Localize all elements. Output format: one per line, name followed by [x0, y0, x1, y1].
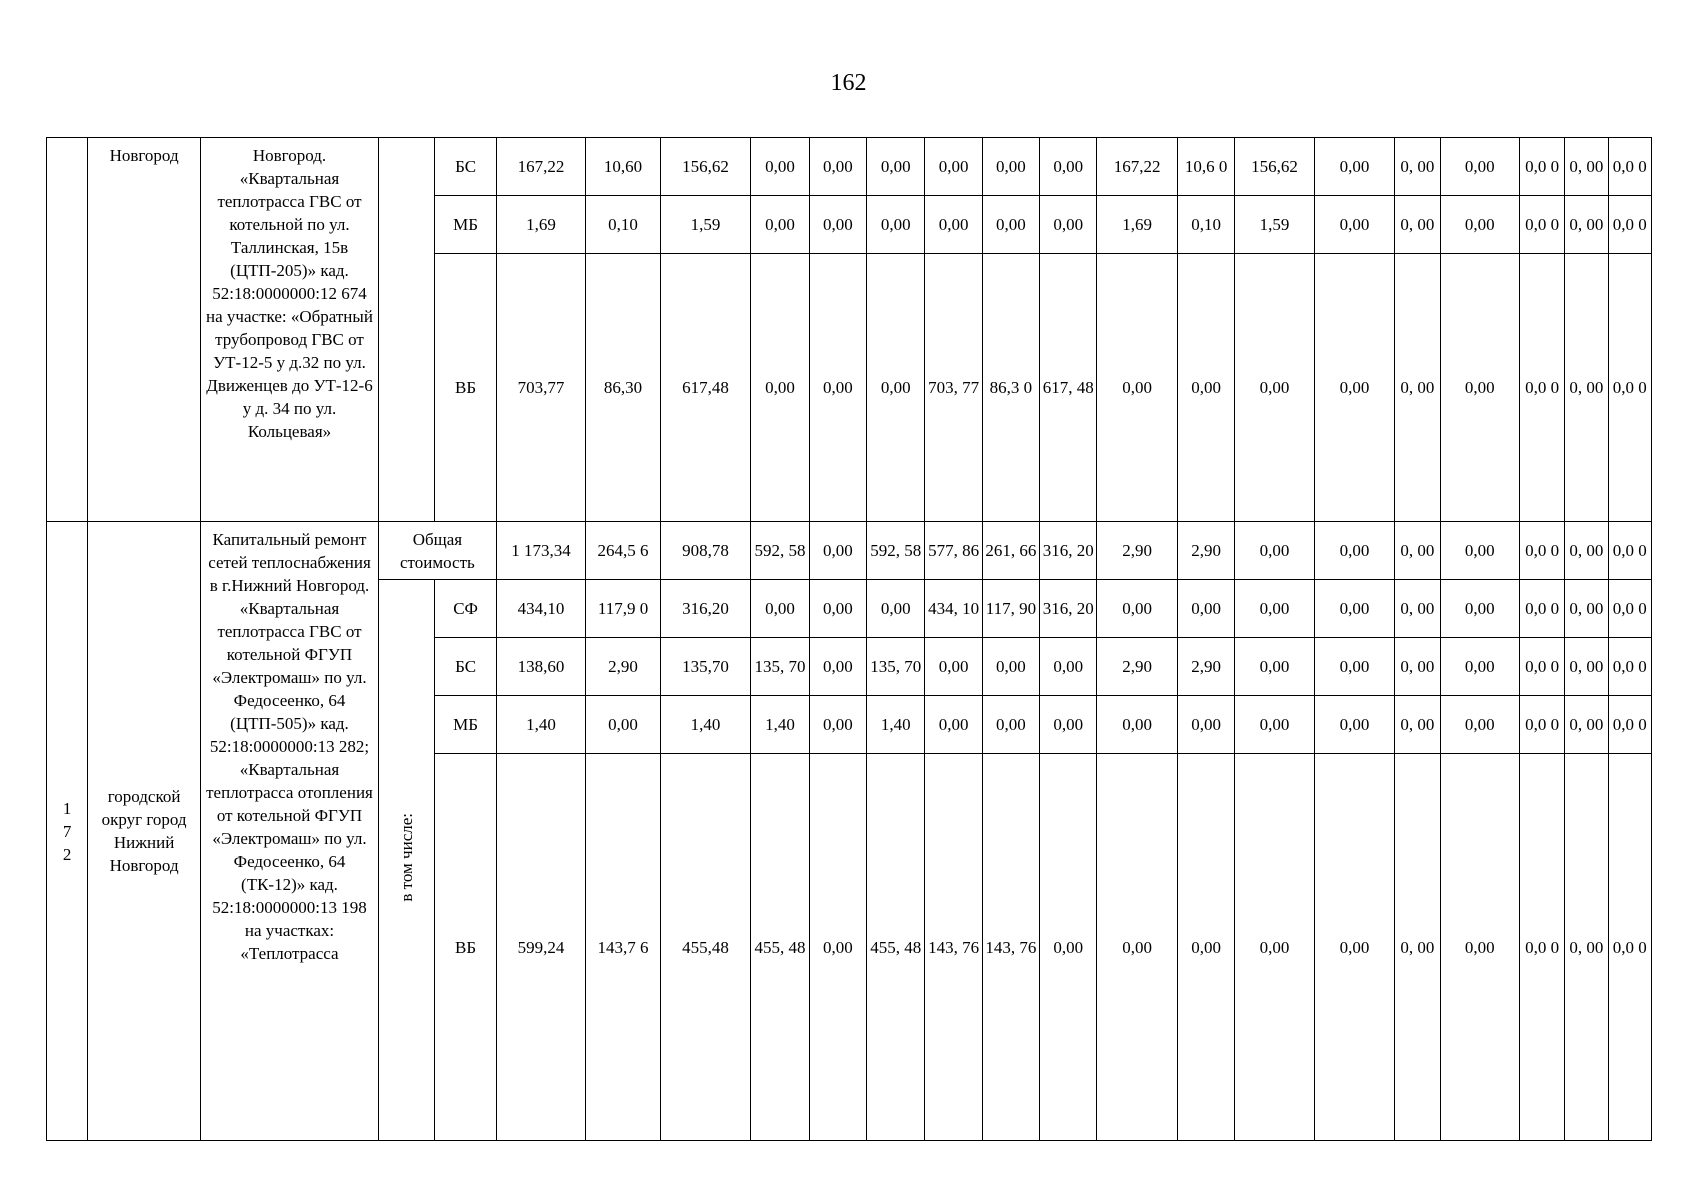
- value-cell: 316, 20: [1040, 580, 1097, 638]
- value-cell: 0,00: [809, 138, 866, 196]
- page-number: 162: [830, 70, 867, 96]
- value-cell: 0,0 0: [1608, 138, 1651, 196]
- value-cell: 0,00: [809, 696, 866, 754]
- value-cell: 0, 00: [1565, 522, 1608, 580]
- value-cell: 0,00: [809, 754, 866, 1141]
- value-cell: 0,00: [809, 254, 866, 522]
- value-cell: 2,90: [586, 638, 660, 696]
- value-cell: 0, 00: [1565, 196, 1608, 254]
- value-cell: 167,22: [1097, 138, 1178, 196]
- value-cell: 0,00: [1314, 196, 1395, 254]
- funding-source-cell: ВБ: [435, 254, 496, 522]
- value-cell: 0,00: [751, 138, 809, 196]
- value-cell: 167,22: [496, 138, 586, 196]
- value-cell: 0,00: [1314, 254, 1395, 522]
- value-cell: 0,00: [1314, 638, 1395, 696]
- value-cell: 135, 70: [751, 638, 809, 696]
- value-cell: 1 173,34: [496, 522, 586, 580]
- value-cell: 0,00: [1235, 638, 1314, 696]
- value-cell: 434,10: [496, 580, 586, 638]
- value-cell: 0,00: [925, 696, 982, 754]
- value-cell: 1,69: [1097, 196, 1178, 254]
- value-cell: 703,77: [496, 254, 586, 522]
- value-cell: 0,00: [1097, 696, 1178, 754]
- value-cell: 455, 48: [867, 754, 925, 1141]
- value-cell: 0, 00: [1395, 522, 1440, 580]
- value-cell: 0,0 0: [1608, 522, 1651, 580]
- value-cell: 0,00: [1314, 138, 1395, 196]
- value-cell: 0,00: [1097, 580, 1178, 638]
- value-cell: 0,00: [586, 696, 660, 754]
- value-cell: 0, 00: [1565, 138, 1608, 196]
- value-cell: 0,00: [925, 138, 982, 196]
- value-cell: 86,3 0: [982, 254, 1039, 522]
- value-cell: 0,00: [1235, 580, 1314, 638]
- value-cell: 0,0 0: [1608, 696, 1651, 754]
- value-cell: 0,10: [1177, 196, 1234, 254]
- value-cell: 0,0 0: [1520, 138, 1565, 196]
- value-cell: 0,00: [1177, 254, 1234, 522]
- value-cell: 0, 00: [1565, 638, 1608, 696]
- value-cell: 10,60: [586, 138, 660, 196]
- value-cell: 0,00: [1097, 254, 1178, 522]
- value-cell: 0,00: [982, 138, 1039, 196]
- value-cell: 0,0 0: [1608, 754, 1651, 1141]
- municipality-cell: городской округ город Нижний Новгород: [88, 522, 201, 1141]
- value-cell: 0,0 0: [1608, 254, 1651, 522]
- value-cell: 0,00: [751, 580, 809, 638]
- value-cell: 138,60: [496, 638, 586, 696]
- object-description-cell: Новгород. «Квартальная теплотрасса ГВС от котельной по ул. Таллинская, 15в (ЦТП-205)» кад. 52:18:0000000:12 674 на участке: «Обратный трубопровод ГВС от УТ-12-5 у д.32 по ул. Движенцев до УТ-12-6 у д. 34 по ул. Кольцевая»: [200, 138, 378, 522]
- value-cell: 0,00: [1440, 638, 1519, 696]
- value-cell: 0,00: [1040, 754, 1097, 1141]
- value-cell: 0,00: [1235, 522, 1314, 580]
- value-cell: 0,00: [809, 196, 866, 254]
- value-cell: 0,0 0: [1520, 638, 1565, 696]
- value-cell: 0,00: [809, 638, 866, 696]
- value-cell: 135, 70: [867, 638, 925, 696]
- value-cell: 0,00: [925, 196, 982, 254]
- value-cell: 316, 20: [1040, 522, 1097, 580]
- value-cell: 0,00: [982, 638, 1039, 696]
- value-cell: 117, 90: [982, 580, 1039, 638]
- value-cell: 2,90: [1097, 638, 1178, 696]
- value-cell: 86,30: [586, 254, 660, 522]
- value-cell: 1,40: [751, 696, 809, 754]
- value-cell: 703, 77: [925, 254, 982, 522]
- total-cost-label: Общая стоимость: [379, 522, 497, 580]
- value-cell: 156,62: [660, 138, 751, 196]
- value-cell: 0,00: [1314, 522, 1395, 580]
- value-cell: 0,00: [1040, 196, 1097, 254]
- value-cell: 0,00: [1440, 754, 1519, 1141]
- value-cell: 0, 00: [1395, 580, 1440, 638]
- value-cell: 0,00: [751, 254, 809, 522]
- value-cell: 1,40: [660, 696, 751, 754]
- value-cell: 0,00: [867, 196, 925, 254]
- value-cell: 0,00: [809, 522, 866, 580]
- value-cell: 0,00: [982, 696, 1039, 754]
- value-cell: 0,00: [1440, 138, 1519, 196]
- value-cell: 455, 48: [751, 754, 809, 1141]
- value-cell: 264,5 6: [586, 522, 660, 580]
- value-cell: 0, 00: [1565, 754, 1608, 1141]
- value-cell: 0,00: [1097, 754, 1178, 1141]
- value-cell: 0,00: [867, 580, 925, 638]
- table-row: [47, 522, 1652, 580]
- value-cell: 0,0 0: [1520, 696, 1565, 754]
- including-label: в том числе:: [397, 812, 417, 902]
- value-cell: 0, 00: [1395, 254, 1440, 522]
- value-cell: 0,00: [1040, 638, 1097, 696]
- value-cell: 0,00: [1440, 580, 1519, 638]
- including-label-cell: [379, 580, 435, 1141]
- value-cell: 0,00: [1314, 580, 1395, 638]
- value-cell: 143, 76: [982, 754, 1039, 1141]
- value-cell: 135,70: [660, 638, 751, 696]
- value-cell: 0,00: [925, 638, 982, 696]
- funding-source-cell: СФ: [435, 580, 496, 638]
- value-cell: 455,48: [660, 754, 751, 1141]
- value-cell: 2,90: [1097, 522, 1178, 580]
- row-number-cell: [47, 522, 88, 1141]
- value-cell: 117,9 0: [586, 580, 660, 638]
- value-cell: 0,00: [1177, 580, 1234, 638]
- value-cell: 0,00: [1440, 196, 1519, 254]
- value-cell: 0,00: [1040, 138, 1097, 196]
- value-cell: 0,00: [1440, 522, 1519, 580]
- value-cell: 156,62: [1235, 138, 1314, 196]
- value-cell: 434, 10: [925, 580, 982, 638]
- funding-source-cell: ВБ: [435, 754, 496, 1141]
- value-cell: 2,90: [1177, 522, 1234, 580]
- funding-source-cell: БС: [435, 138, 496, 196]
- value-cell: 0, 00: [1395, 196, 1440, 254]
- value-cell: 0,00: [809, 580, 866, 638]
- row-number: 1 7 2: [62, 798, 72, 864]
- value-cell: 599,24: [496, 754, 586, 1141]
- table-row: [47, 138, 1652, 196]
- value-cell: 0, 00: [1565, 254, 1608, 522]
- value-cell: 0,00: [1177, 754, 1234, 1141]
- funding-source-cell: МБ: [435, 196, 496, 254]
- object-description-cell: Капитальный ремонт сетей теплоснабжения в г.Нижний Новгород. «Квартальная теплотрасса ГВС от котельной ФГУП «Электромаш» по ул. Федосеенко, 64 (ЦТП-505)» кад. 52:18:0000000:13 282; «Квартальная теплотрасса отопления от котельной ФГУП «Электромаш» по ул. Федосеенко, 64 (ТК-12)» кад. 52:18:0000000:13 198 на участках: «Теплотрасса: [200, 522, 378, 1141]
- value-cell: 0,0 0: [1608, 638, 1651, 696]
- value-cell: 0,0 0: [1608, 196, 1651, 254]
- value-cell: 617, 48: [1040, 254, 1097, 522]
- value-cell: 577, 86: [925, 522, 982, 580]
- value-cell: 143, 76: [925, 754, 982, 1141]
- value-cell: 0,00: [1314, 696, 1395, 754]
- value-cell: 617,48: [660, 254, 751, 522]
- value-cell: 0,00: [1440, 254, 1519, 522]
- value-cell: 0, 00: [1395, 754, 1440, 1141]
- value-cell: 0,00: [1235, 254, 1314, 522]
- value-cell: 0,00: [1440, 696, 1519, 754]
- value-cell: 261, 66: [982, 522, 1039, 580]
- budget-table: [46, 137, 1652, 1141]
- value-cell: 0,00: [867, 254, 925, 522]
- value-cell: 0,0 0: [1520, 580, 1565, 638]
- value-cell: 0,10: [586, 196, 660, 254]
- value-cell: 316,20: [660, 580, 751, 638]
- value-cell: 0, 00: [1565, 696, 1608, 754]
- value-cell: 0,0 0: [1520, 254, 1565, 522]
- funding-source-cell: МБ: [435, 696, 496, 754]
- value-cell: 0, 00: [1395, 138, 1440, 196]
- value-cell: 0, 00: [1565, 580, 1608, 638]
- value-cell: 0,00: [1235, 696, 1314, 754]
- value-cell: 143,7 6: [586, 754, 660, 1141]
- value-cell: 0,0 0: [1520, 754, 1565, 1141]
- value-cell: 0,00: [982, 196, 1039, 254]
- value-cell: 1,40: [496, 696, 586, 754]
- value-cell: 0,0 0: [1520, 522, 1565, 580]
- value-cell: 1,40: [867, 696, 925, 754]
- value-cell: 1,69: [496, 196, 586, 254]
- value-cell: 0,00: [751, 196, 809, 254]
- value-cell: 2,90: [1177, 638, 1234, 696]
- value-cell: 908,78: [660, 522, 751, 580]
- value-cell: 0,0 0: [1608, 580, 1651, 638]
- row-number-cell: [47, 138, 88, 522]
- value-cell: 10,6 0: [1177, 138, 1234, 196]
- value-cell: 0, 00: [1395, 638, 1440, 696]
- funding-source-cell: БС: [435, 638, 496, 696]
- label-cell: [379, 138, 435, 522]
- value-cell: 0,00: [1314, 754, 1395, 1141]
- value-cell: 0,00: [1235, 754, 1314, 1141]
- value-cell: 592, 58: [867, 522, 925, 580]
- value-cell: 0,00: [1040, 696, 1097, 754]
- value-cell: 0,00: [1177, 696, 1234, 754]
- municipality-cell: Новгород: [88, 138, 201, 522]
- value-cell: 1,59: [660, 196, 751, 254]
- value-cell: 0, 00: [1395, 696, 1440, 754]
- value-cell: 1,59: [1235, 196, 1314, 254]
- value-cell: 0,00: [867, 138, 925, 196]
- value-cell: 592, 58: [751, 522, 809, 580]
- value-cell: 0,0 0: [1520, 196, 1565, 254]
